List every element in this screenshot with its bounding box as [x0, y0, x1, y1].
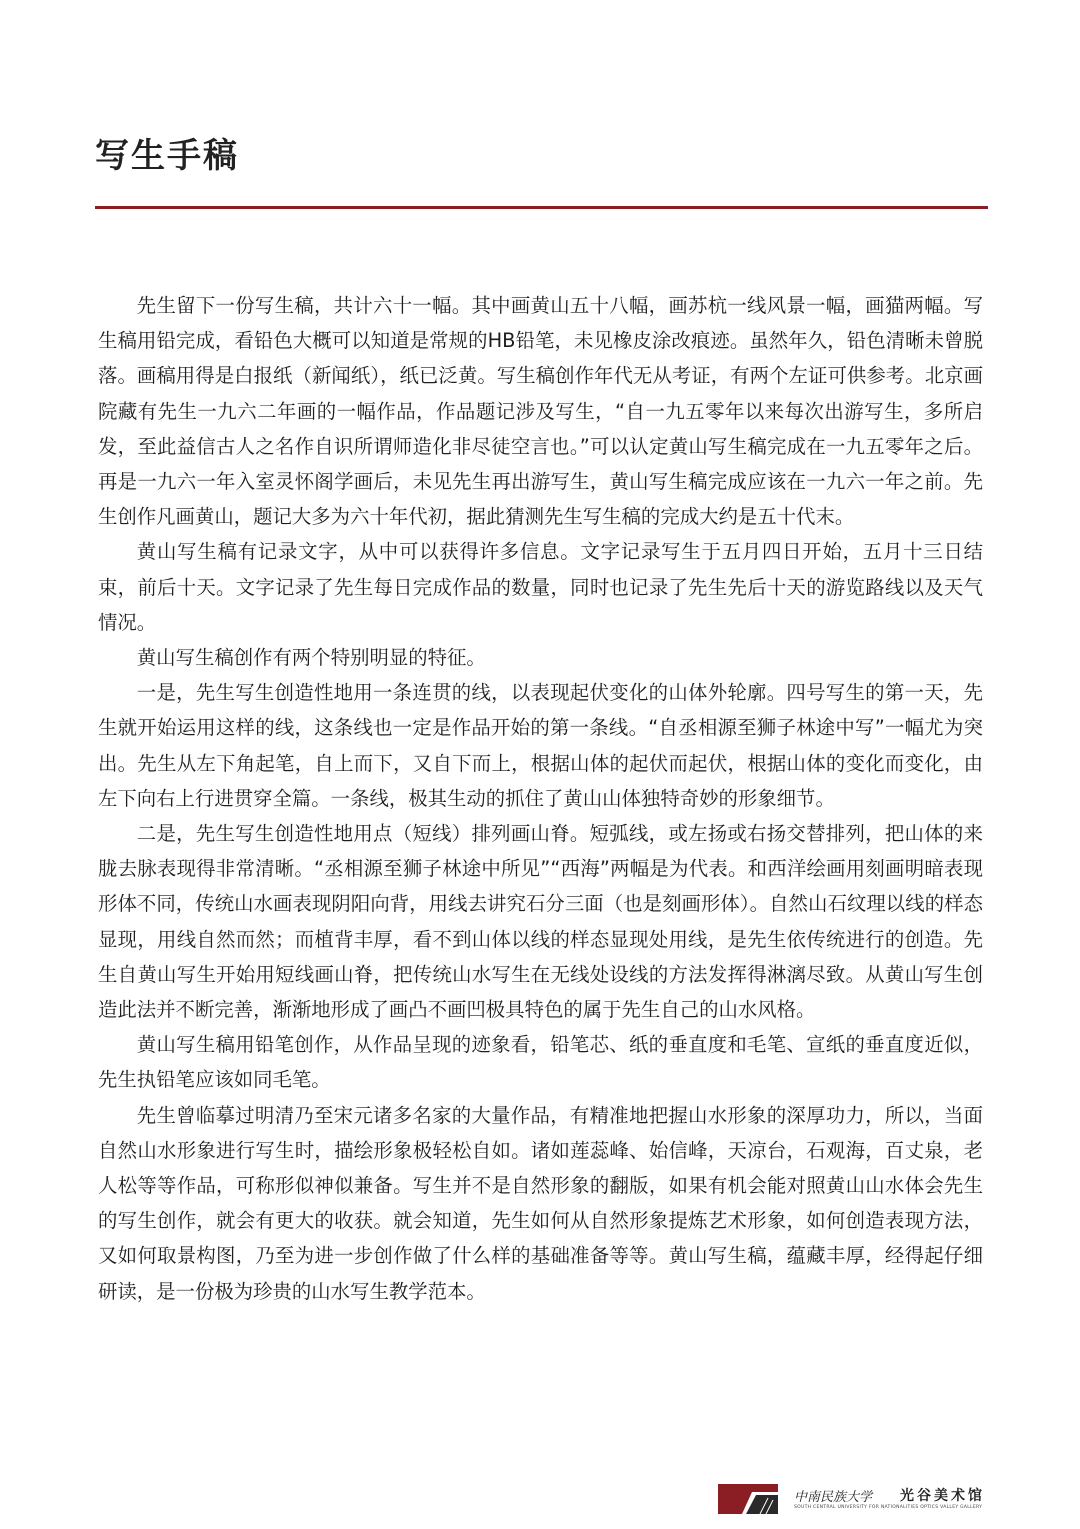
- paragraph-1: 先生留下一份写生稿，共计六十一幅。其中画黄山五十八幅，画苏杭一线风景一幅，画猫两幅。写生稿用铅完成，看铅色大概可以知道是常规的HB铅笔，未见橡皮涂改痕迹。虽然年久，铅色清晰未曾脱落。画稿用得是白报纸（新闻纸），纸已泛黄。写生稿创作年代无从考证，有两个左证可供参考。北京画院藏有先生一九六二年画的一幅作品，作品题记涉及写生，“自一九五零年以来每次出游写生，多所启发，至此益信古人之名作自识所谓师造化非尽徒空言也。”可以认定黄山写生稿完成在一九五零年之后。再是一九六一年入室灵怀阁学画后，未见先生再出游写生，黄山写生稿完成应该在一九六一年之前。先生创作凡画黄山，题记大多为六十年代初，据此猜测先生写生稿的完成大约是五十代末。: [98, 294, 983, 529]
- paragraph-4: 一是，先生写生创造性地用一条连贯的线，以表现起伏变化的山体外轮廓。四号写生的第一天，先生就开始运用这样的线，这条线也一定是作品开始的第一条线。“自丞相源至狮子林途中写”一幅尤为突出。先生从左下角起笔，自上而下，又自下而上，根据山体的起伏而起伏，根据山体的变化而变化，由左下向右上行进贯穿全篇。一条线，极其生动的抓住了黄山山体独特奇妙的形象细节。: [98, 681, 983, 810]
- paragraph-3: 黄山写生稿创作有两个特别明显的特征。: [136, 646, 486, 670]
- paragraph-5: 二是，先生写生创造性地用点（短线）排列画山脊。短弧线，或左扬或右扬交替排列，把山体的来胧去脉表现得非常清晰。“丞相源至狮子林途中所见”“西海”两幅是为代表。和西洋绘画用刻画明暗表现形体不同，传统山水画表现阴阳向背，用线去讲究石分三面（也是刻画形体）。自然山石纹理以线的样态显现，用线自然而然；而植背丰厚，看不到山体以线的样态显现处用线，是先生依传统进行的创造。先生自黄山写生开始用短线画山脊，把传统山水写生在无线处设线的方法发挥得淋漓尽致。从黄山写生创造此法并不断完善，渐渐地形成了画凸不画凹极具特色的属于先生自己的山水风格。: [98, 822, 983, 1022]
- article-body: [98, 288, 983, 1309]
- page-title: 写生手稿: [95, 136, 239, 176]
- gallery-logo-icon: [718, 1484, 778, 1514]
- gallery-english-name: SOUTH CENTRAL UNIVERSITY FOR NATIONALITIES OPTICS VALLEY GALLERY: [794, 1505, 983, 1510]
- title-divider: [95, 206, 988, 209]
- paragraph-7: 先生曾临摹过明清乃至宋元诸多名家的大量作品，有精准地把握山水形象的深厚功力，所以，当面自然山水形象进行写生时，描绘形象极轻松自如。诸如莲蕊峰、始信峰，天凉台，石观海，百丈泉，老人松等等作品，可称形似神似兼备。写生并不是自然形象的翻版，如果有机会能对照黄山山水体会先生的写生创作，就会有更大的收获。就会知道，先生如何从自然形象提炼艺术形象，如何创造表现方法，又如何取景构图，乃至为进一步创作做了什么样的基础准备等等。黄山写生稿，蕴藏丰厚，经得起仔细研读，是一份极为珍贵的山水写生教学范本。: [98, 1103, 983, 1303]
- gallery-logo: [718, 1484, 988, 1516]
- paragraph-6: 黄山写生稿用铅笔创作，从作品呈现的迹象看，铅笔芯、纸的垂直度和毛笔、宣纸的垂直度近似，先生执铅笔应该如同毛笔。: [98, 1033, 983, 1092]
- gallery-name: 光谷美术馆: [900, 1488, 985, 1504]
- paragraph-2: 黄山写生稿有记录文字，从中可以获得许多信息。文字记录写生于五月四日开始，五月十三日结束，前后十天。文字记录了先生每日完成作品的数量，同时也记录了先生先后十天的游览路线以及天气情况。: [98, 540, 983, 634]
- school-name: 中南民族大学: [794, 1490, 873, 1505]
